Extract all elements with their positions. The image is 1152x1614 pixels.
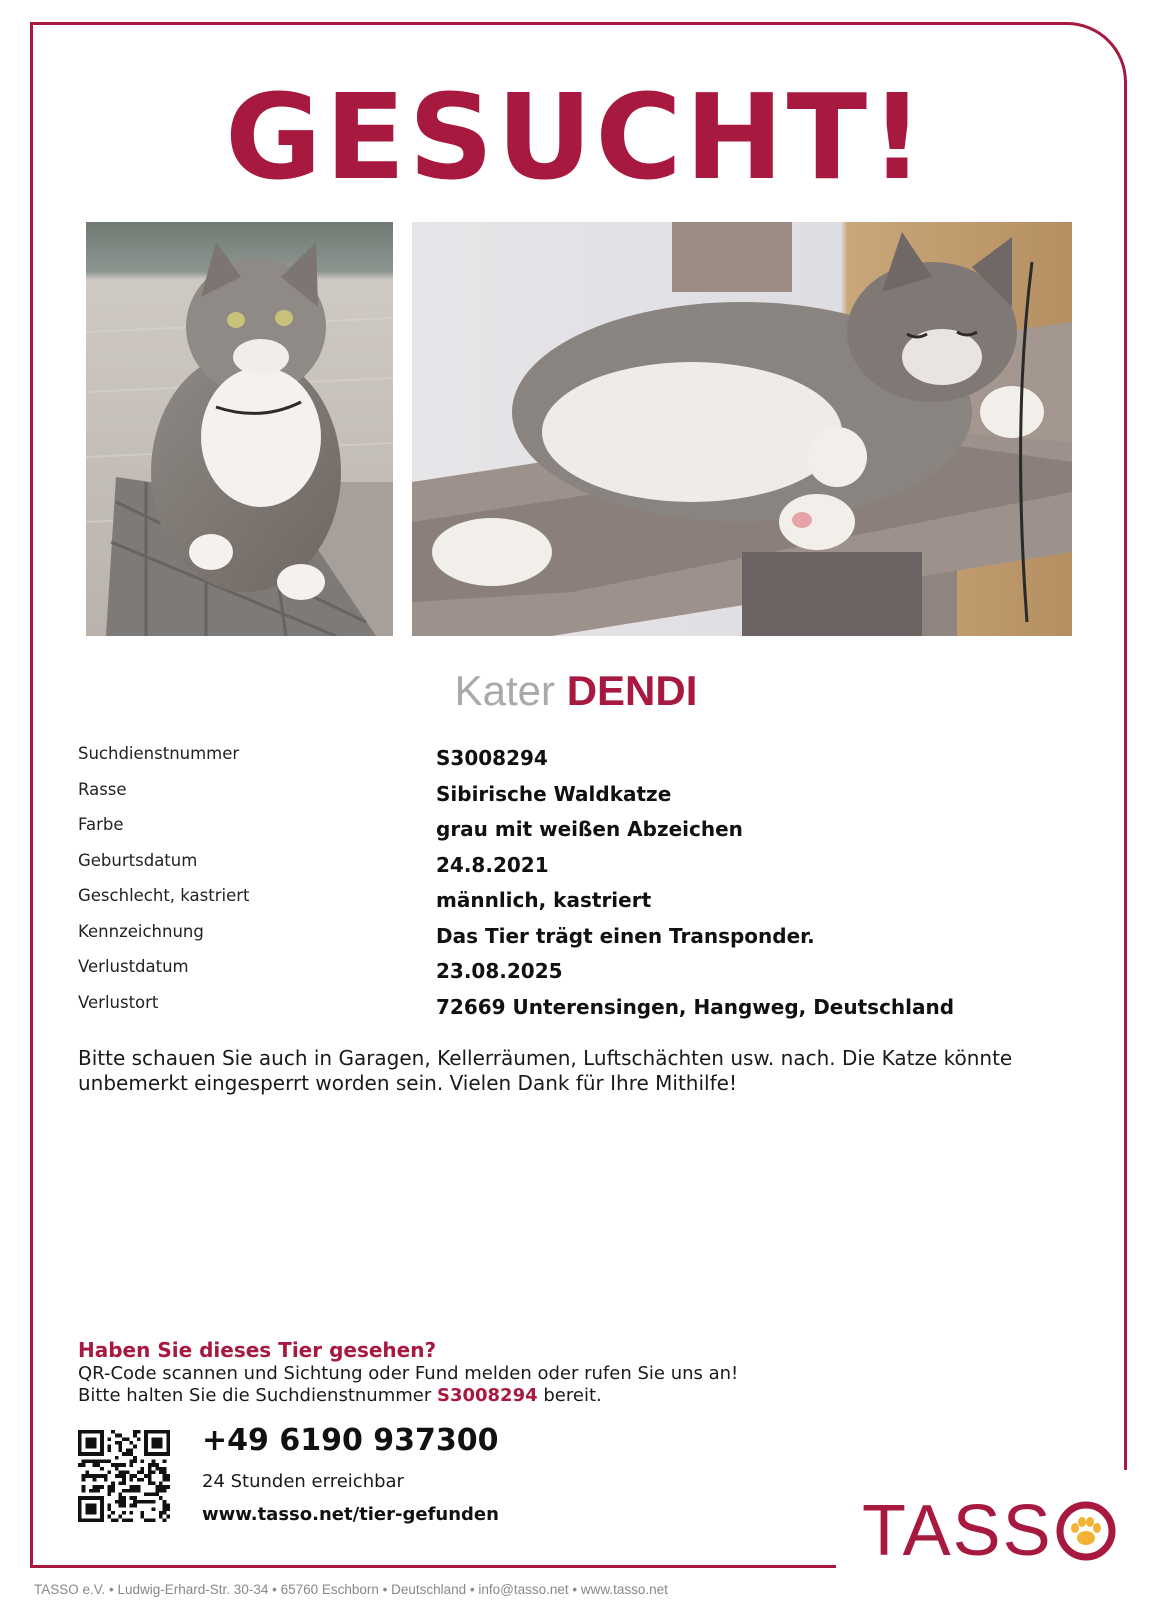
detail-row-geburtsdatum xyxy=(78,849,1078,885)
logo-text: TASS xyxy=(862,1491,1053,1571)
tasso-logo xyxy=(862,1491,1117,1571)
detail-label: Rasse xyxy=(78,779,127,799)
detail-value: Sibirische Waldkatze xyxy=(436,781,672,806)
detail-label: Geschlecht, kastriert xyxy=(78,886,250,905)
hotline-hours: 24 Stunden erreichbar xyxy=(202,1471,404,1492)
reference-number: S3008294 xyxy=(436,1385,538,1406)
details-table xyxy=(78,742,1078,1026)
poster-frame-bottom xyxy=(30,1565,836,1568)
detail-value: 72669 Unterensingen, Hangweg, Deutschland xyxy=(436,994,955,1019)
pet-kind: Kater xyxy=(454,667,556,714)
detail-value: S3008294 xyxy=(436,746,548,770)
detail-value: männlich, kastriert xyxy=(436,888,652,912)
detail-value: grau mit weißen Abzeichen xyxy=(436,817,743,841)
detail-label: Geburtsdatum xyxy=(78,850,198,870)
frame-gap xyxy=(1120,1470,1134,1570)
detail-row-verlustort xyxy=(78,991,1078,1027)
cat-photo-standing xyxy=(86,222,393,636)
report-website-link[interactable]: www.tasso.net/tier-gefunden xyxy=(202,1504,499,1525)
detail-value: 24.8.2021 xyxy=(436,852,549,877)
detail-row-suchdienstnummer xyxy=(78,742,1078,778)
paw-icon xyxy=(1055,1500,1117,1562)
qr-code-icon[interactable] xyxy=(78,1430,170,1522)
sighting-reference-line xyxy=(78,1385,878,1407)
pet-name-value: DENDI xyxy=(566,667,698,714)
hotline-phone[interactable]: +49 6190 937300 xyxy=(202,1423,499,1458)
detail-row-verlustdatum xyxy=(78,955,1078,991)
headline: GESUCHT! xyxy=(225,68,927,206)
detail-row-kennzeichnung xyxy=(78,920,1078,956)
sighting-title: Haben Sie dieses Tier gesehen? xyxy=(78,1338,437,1362)
detail-value: 23.08.2025 xyxy=(436,959,563,983)
detail-label: Verlustdatum xyxy=(78,957,189,976)
pet-name xyxy=(0,667,1152,715)
detail-label: Farbe xyxy=(78,815,124,834)
detail-value: Das Tier trägt einen Transponder. xyxy=(436,923,815,948)
footer-address: TASSO e.V. • Ludwig-Erhard-Str. 30-34 • 65760 Eschborn • Deutschland • info@tasso.net • www.tasso.net xyxy=(34,1582,668,1597)
search-note: Bitte schauen Sie auch in Garagen, Kellerräumen, Luftschächten usw. nach. Die Katze könnte unbemerkt eingesperrt worden sein. Vielen Dank für Ihre Mithilfe! xyxy=(78,1046,1013,1095)
sighting-instruction: QR-Code scannen und Sichtung oder Fund melden oder rufen Sie uns an! xyxy=(78,1363,739,1384)
reference-text-before: Bitte halten Sie die Suchdienstnummer xyxy=(78,1385,432,1406)
detail-row-rasse xyxy=(78,778,1078,814)
detail-label: Suchdienstnummer xyxy=(78,744,240,763)
detail-row-farbe xyxy=(78,813,1078,849)
detail-label: Verlustort xyxy=(78,992,159,1012)
sighting-block xyxy=(78,1337,878,1407)
reference-text-after: bereit. xyxy=(543,1385,602,1406)
detail-row-geschlecht xyxy=(78,884,1078,920)
detail-label: Kennzeichnung xyxy=(78,921,204,941)
cat-photo-lying xyxy=(412,222,1072,636)
